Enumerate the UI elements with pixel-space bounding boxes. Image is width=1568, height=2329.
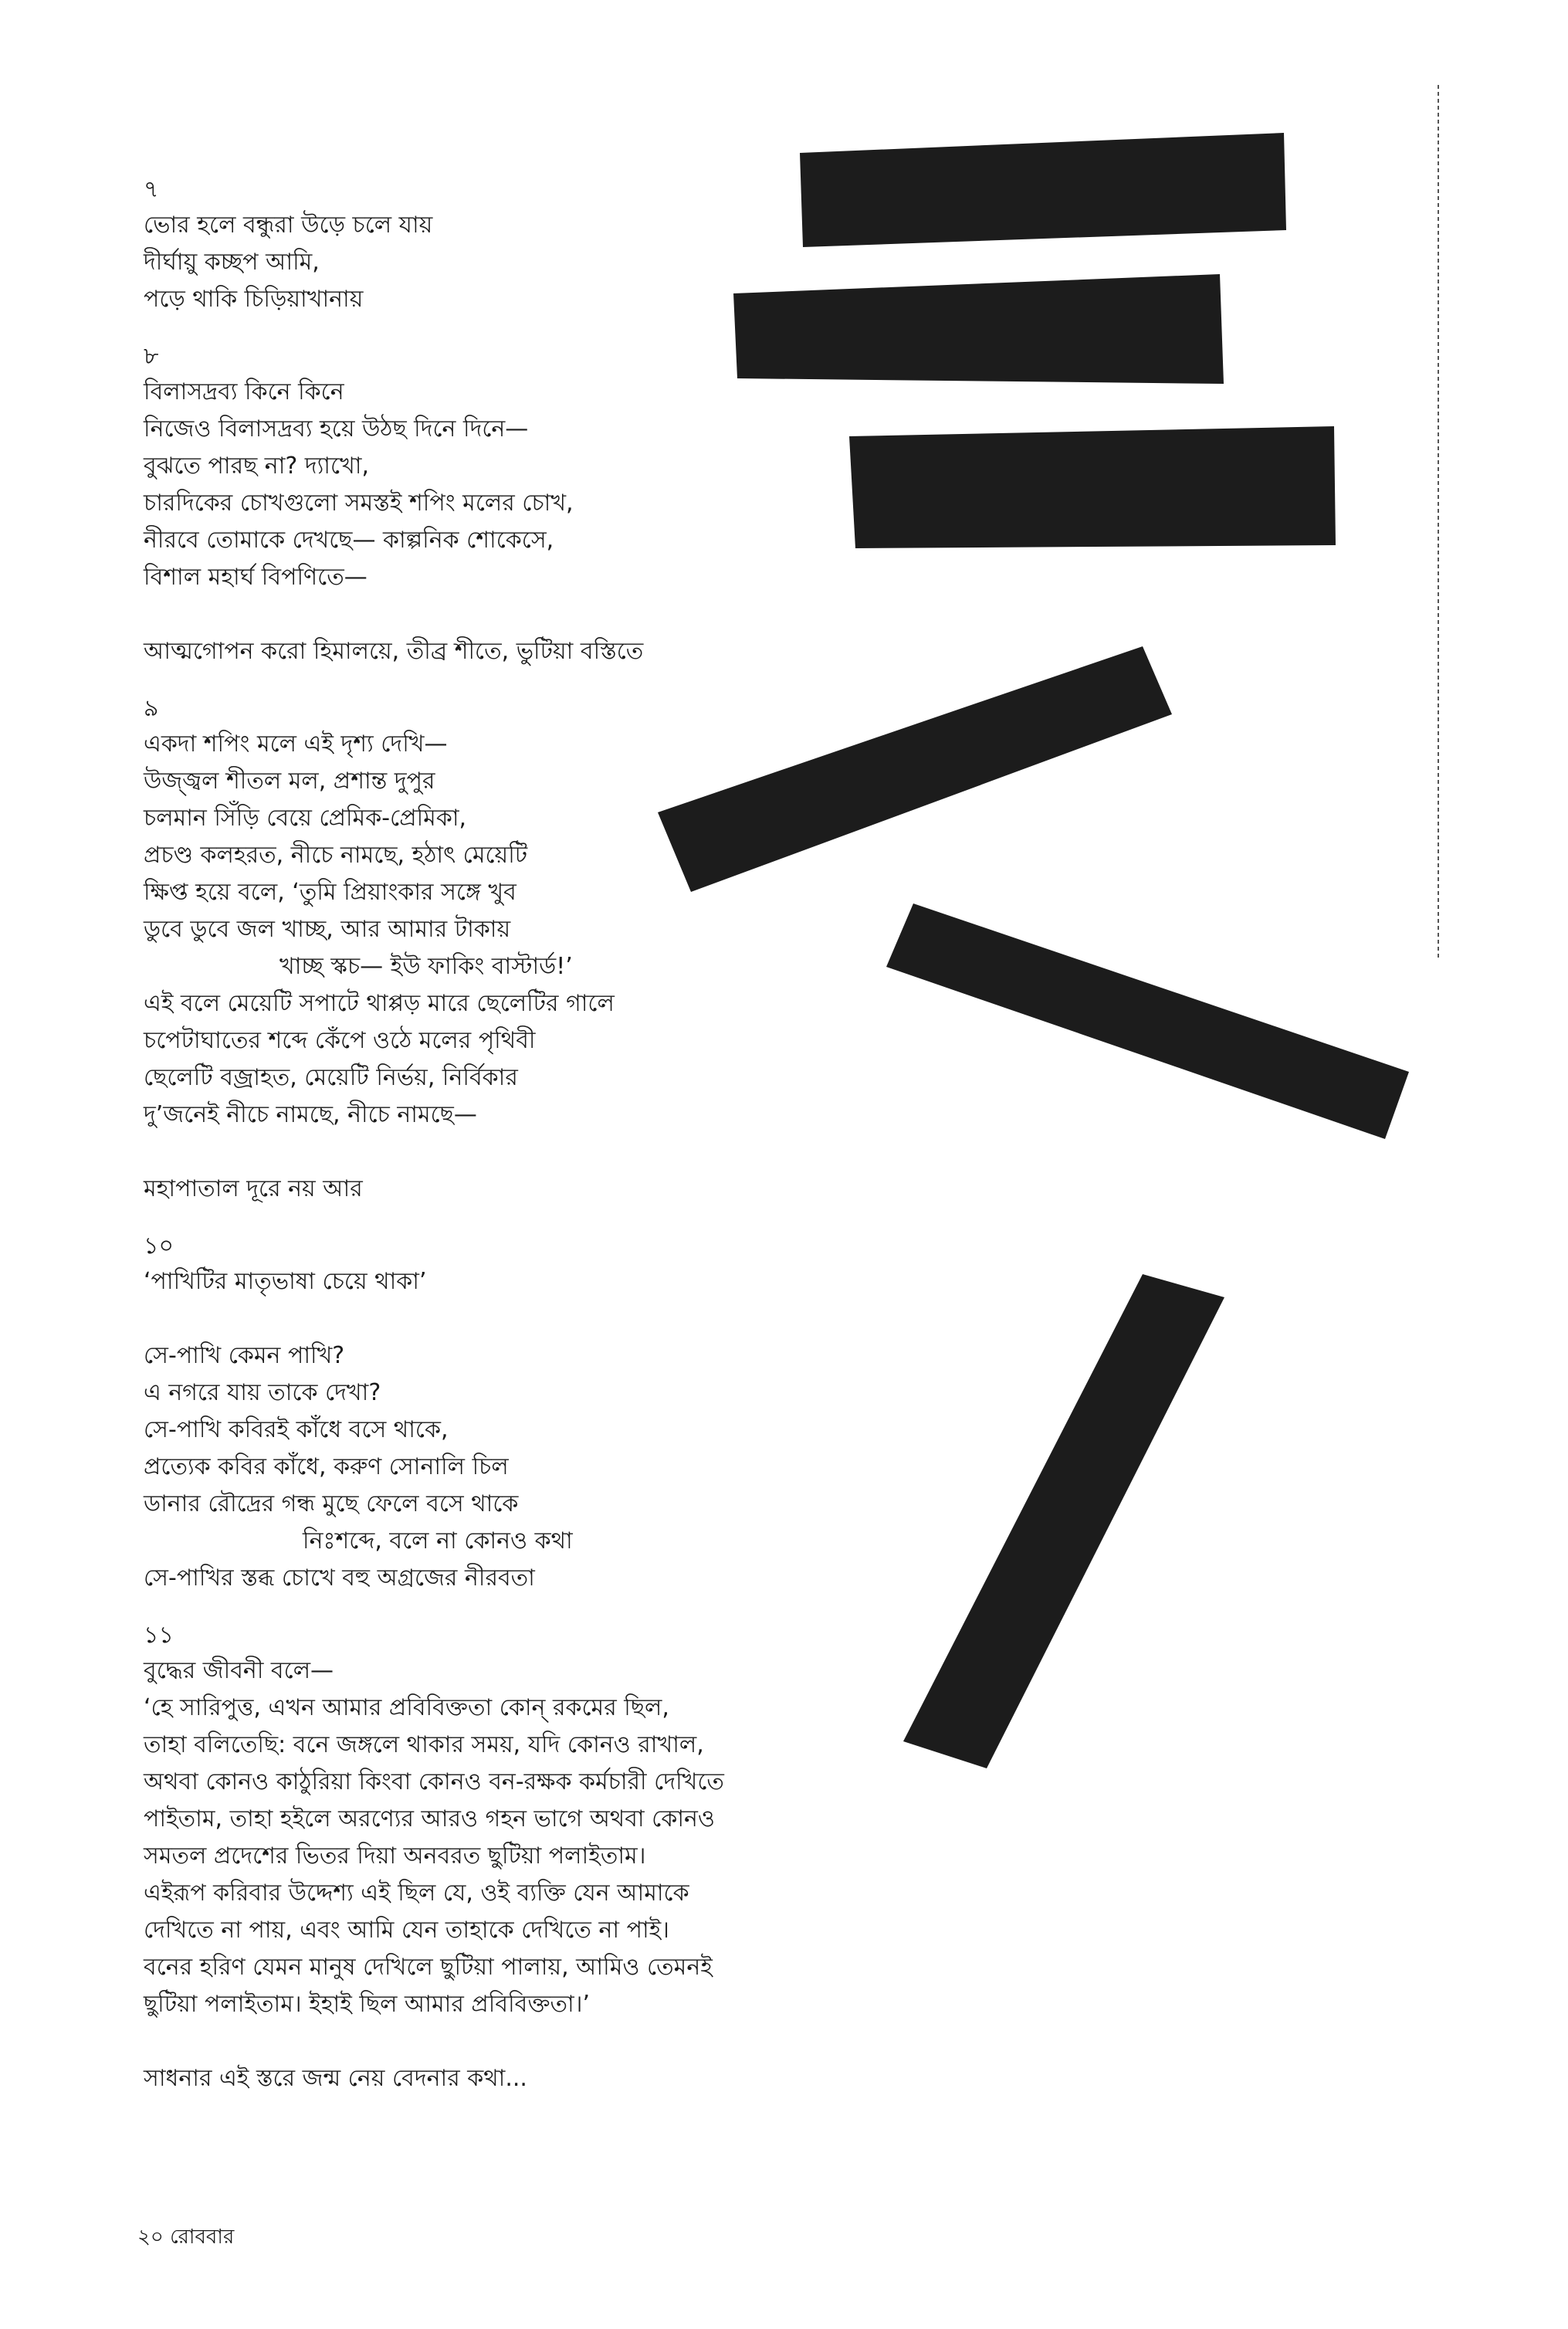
poem-line: ক্ষিপ্ত হয়ে বলে, ‘তুমি প্রিয়াংকার সঙ্গে খুব xyxy=(144,879,516,906)
poem-line: ‘হে সারিপুত্ত, এখন আমার প্রবিবিক্ততা কোন্‌ রকমের ছিল, xyxy=(144,1694,669,1721)
redaction-bar-3 xyxy=(849,426,1336,548)
poem-line: ‘পাখিটির মাতৃভাষা চেয়ে থাকা’ xyxy=(144,1268,427,1295)
poem-section-8 xyxy=(144,341,730,670)
poem-line: নীরবে তোমাকে দেখছে— কাল্পনিক শোকেসে, xyxy=(144,527,554,554)
redaction-bar-2 xyxy=(733,274,1224,384)
poem-line: মহাপাতাল দূরে নয় আর xyxy=(144,1175,363,1202)
poem-line: ডানার রৌদ্রের গন্ধ মুছে ফেলে বসে থাকে xyxy=(144,1490,519,1517)
poem-line: চলমান সিঁড়ি বেয়ে প্রেমিক-প্রেমিকা, xyxy=(144,805,467,832)
poem-column xyxy=(144,175,730,2097)
section-number: ১০ xyxy=(144,1232,174,1259)
poem-line: এইরূপ করিবার উদ্দেশ্য এই ছিল যে, ওই ব্যক্তি যেন আমাকে xyxy=(144,1880,689,1907)
poem-line: চপেটাঘাতের শব্দে কেঁপে ওঠে মলের পৃথিবী xyxy=(144,1027,536,1054)
poem-line: নিজেও বিলাসদ্রব্য হয়ে উঠছ দিনে দিনে— xyxy=(144,415,529,442)
section-number: ৯ xyxy=(144,695,159,722)
poem-line: বুদ্ধের জীবনী বলে— xyxy=(144,1657,334,1684)
poem-line-indented: নিঃশব্দে, বলে না কোনও কথা xyxy=(303,1527,573,1554)
poem-line: দেখিতে না পায়, এবং আমি যেন তাহাকে দেখিতে না পাই। xyxy=(144,1917,670,1944)
poem-line: প্রচণ্ড কলহরত, নীচে নামছে, হঠাৎ মেয়েটি xyxy=(144,842,528,869)
poem-line: দীর্ঘায়ু কচ্ছপ আমি, xyxy=(144,249,320,276)
poem-line: দু’জনেই নীচে নামছে, নীচে নামছে— xyxy=(144,1101,477,1128)
poem-line: সে-পাখি কবিরই কাঁধে বসে থাকে, xyxy=(144,1416,449,1443)
poem-line: অথবা কোনও কাঠুরিয়া কিংবা কোনও বন-রক্ষক কর্মচারী দেখিতে xyxy=(144,1768,724,1795)
poem-line: আত্মগোপন করো হিমালয়ে, তীব্র শীতে, ভুটিয়া বস্তিতে xyxy=(144,638,644,665)
page-edge-dotted-rule xyxy=(1438,85,1439,958)
poem-line: বুঝতে পারছ না? দ্যাখো, xyxy=(144,453,369,480)
poem-line: প্রত্যেক কবির কাঁধে, করুণ সোনালি চিল xyxy=(144,1453,509,1480)
poem-line: সাধনার এই স্তরে জন্ম নেয় বেদনার কথা... xyxy=(144,2065,527,2092)
poem-line: ছেলেটি বজ্রাহত, মেয়েটি নির্ভয়, নির্বিকার xyxy=(144,1064,518,1091)
poem-line: চারদিকের চোখগুলো সমস্তই শপিং মলের চোখ, xyxy=(144,490,574,517)
poem-section-10 xyxy=(144,1231,730,1597)
poem-line: পড়ে থাকি চিড়িয়াখানায় xyxy=(144,286,364,313)
redaction-bar-5 xyxy=(886,903,1409,1139)
poem-line: পাইতাম, তাহা হইলে অরণ্যের আরও গহন ভাগে অথবা কোনও xyxy=(144,1805,716,1832)
poem-line: সে-পাখি কেমন পাখি? xyxy=(144,1342,345,1369)
redaction-bar-4 xyxy=(658,646,1172,892)
page-footer-folio: ২০ রোববার xyxy=(137,2226,235,2249)
poem-line: বনের হরিণ যেমন মানুষ দেখিলে ছুটিয়া পালায়, আমিও তেমনই xyxy=(144,1954,713,1981)
poem-line: উজ্জ্বল শীতল মল, প্রশান্ত দুপুর xyxy=(144,768,435,795)
poem-line: সমতল প্রদেশের ভিতর দিয়া অনবরত ছুটিয়া পলাইতাম। xyxy=(144,1843,646,1870)
section-number: ৭ xyxy=(144,176,159,203)
poem-line: একদা শপিং মলে এই দৃশ্য দেখি— xyxy=(144,731,448,758)
poem-section-9 xyxy=(144,693,730,1208)
poem-line: ভোর হলে বন্ধুরা উড়ে চলে যায় xyxy=(144,212,433,239)
poem-section-11 xyxy=(144,1620,730,2097)
poem-line xyxy=(144,2023,730,2060)
section-number: ৮ xyxy=(144,343,159,370)
poem-line: ডুবে ডুবে জল খাচ্ছ, আর আমার টাকায় xyxy=(144,916,511,943)
poem-line xyxy=(144,1134,730,1171)
poem-line: ছুটিয়া পলাইতাম। ইহাই ছিল আমার প্রবিবিক্ততা।’ xyxy=(144,1991,590,2018)
poem-line-indented: খাচ্ছ স্কচ— ইউ ফাকিং বাস্টার্ড!’ xyxy=(279,953,573,980)
section-number: ১১ xyxy=(144,1622,174,1649)
poem-line: তাহা বলিতেছি: বনে জঙ্গলে থাকার সময়, যদি কোনও রাখাল, xyxy=(144,1731,704,1758)
redaction-bar-6 xyxy=(903,1274,1224,1768)
poem-line: বিশাল মহার্ঘ বিপণিতে— xyxy=(144,564,367,591)
poem-line xyxy=(144,1300,730,1337)
poem-section-7 xyxy=(144,175,730,318)
poem-line: এ নগরে যায় তাকে দেখা? xyxy=(144,1379,381,1406)
poem-line: সে-পাখির স্তব্ধ চোখে বহু অগ্রজের নীরবতা xyxy=(144,1565,535,1592)
poem-line: এই বলে মেয়েটি সপাটে থাপ্পড় মারে ছেলেটির গালে xyxy=(144,990,615,1017)
redaction-bar-1 xyxy=(800,133,1286,247)
poem-line xyxy=(144,596,730,633)
poem-line: বিলাসদ্রব্য কিনে কিনে xyxy=(144,378,344,405)
